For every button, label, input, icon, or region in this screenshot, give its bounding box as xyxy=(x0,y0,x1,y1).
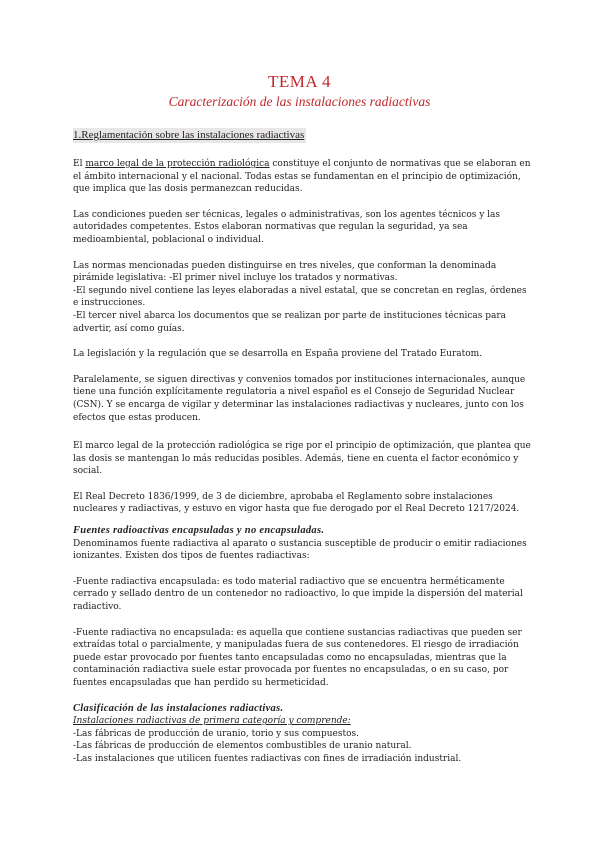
document-body xyxy=(73,158,533,766)
list-item: -Las instalaciones que utilicen fuentes radiactivas con fines de irradiación industrial. xyxy=(73,753,462,764)
paragraph: Las normas mencionadas pueden distinguirse en tres niveles, que conforman la denominada pirámide legislativa: -El primer nivel incluye los tratados y normativas. xyxy=(73,260,497,284)
subheading-fuentes: Fuentes radioactivas encapsuladas y no encapsuladas. xyxy=(73,525,325,537)
paragraph: Las condiciones pueden ser técnicas, legales o administrativas, son los agentes técnicos y las autoridades competentes. Estos elaboran normativas que regulan la seguridad, ya sea medioambiental, poblacional o individual. xyxy=(73,209,501,245)
underlined-term: marco legal de la protección radiológica xyxy=(85,159,270,169)
subheading-primera-categoria: Instalaciones radiactivas de primera categoría y comprende: xyxy=(73,716,351,727)
paragraph: La legislación y la regulación que se desarrolla en España proviene del Tratado Euratom. xyxy=(73,349,483,360)
paragraph-text: constituye el conjunto de normativas que se elaboran en el ámbito internacional y el nacional. Todas estas se fundamentan en el principio de optimización, que implica que las dosis permanezcan reducidas. xyxy=(73,159,531,195)
paragraph: El marco legal de la protección radiológica se rige por el principio de optimización, que plantea que las dosis se mantengan lo más reducidas posibles. Además, tiene en cuenta el factor económico y social. xyxy=(73,441,531,477)
list-item: -El segundo nivel contiene las leyes elaboradas a nivel estatal, que se concretan en reglas, órdenes e instrucciones. xyxy=(73,285,527,309)
list-item: -El tercer nivel abarca los documentos que se realizan por parte de instituciones técnicas para advertir, así como guías. xyxy=(73,310,507,334)
paragraph xyxy=(73,158,533,196)
page-subtitle: Caracterización de las instalaciones radiactivas xyxy=(168,94,431,109)
list-item: -Las fábricas de producción de uranio, torio y sus compuestos. xyxy=(73,728,359,739)
paragraph: Paralelamente, se siguen directivas y convenios tomados por instituciones internacionales, aunque tiene una función explícitamente regulatoria a nivel español es el Consejo de Seguridad Nuclear (CSN). Y se encarga de vigilar y determinar las instalaciones radiactivas y nucleares, junto con los efectos que estas producen. xyxy=(73,374,526,423)
paragraph: -Fuente radiactiva no encapsulada: es aquella que contiene sustancias radiactivas que pueden ser extraídas total o parcialmente, y manipuladas fuera de sus contenedores. El riesgo de irradiación puede estar provocado por fuentes tanto encapsuladas como no encapsuladas, mientras que la contaminación radiactiva suele estar provocada por fuentes no encapsuladas, o en su caso, por fuentes encapsuladas que han perdido su hermeticidad. xyxy=(73,627,522,688)
section-heading: 1.Reglamentación sobre las instalaciones radiactivas xyxy=(73,129,305,141)
paragraph-text: El xyxy=(73,159,86,169)
paragraph: -Fuente radiactiva encapsulada: es todo material radiactivo que se encuentra herméticamente cerrado y sellado dentro de un contenedor no radioactivo, lo que impide la dispersión del material radiactivo. xyxy=(73,576,523,613)
page-title: TEMA 4 xyxy=(268,72,331,91)
paragraph: El Real Decreto 1836/1999, de 3 de diciembre, aprobaba el Reglamento sobre instalaciones nucleares y radiactivas, y estuvo en vigor hasta que fue derogado por el Real Decreto 1217/2024. xyxy=(73,491,520,515)
list-item: -Las fábricas de producción de elementos combustibles de uranio natural. xyxy=(73,741,412,752)
subheading-clasificacion: Clasificación de las instalaciones radiactivas. xyxy=(73,702,284,714)
paragraph: Denominamos fuente radiactiva al aparato o sustancia susceptible de producir o emitir radiaciones ionizantes. Existen dos tipos de fuentes radiactivas: xyxy=(73,538,527,562)
